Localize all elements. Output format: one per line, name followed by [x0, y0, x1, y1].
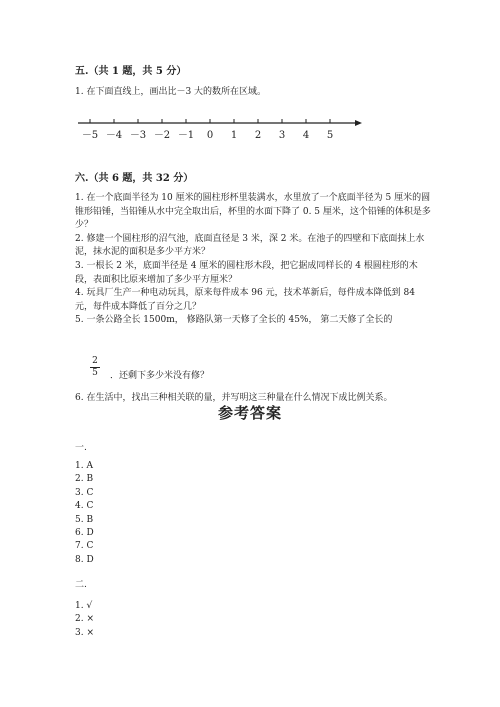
answer-key-title: 参考答案 — [217, 404, 282, 422]
section-6-question-6: 6. 在生活中，找出三种相关联的量，并写明这三种量在什么情况下成比例关系。 — [75, 393, 393, 403]
section-5-title: 五.（共 1 题，共 5 分） — [75, 66, 187, 77]
answer-item: 2. × — [75, 614, 94, 625]
tick-label: 3 — [278, 130, 286, 141]
answer-item: 7. C — [75, 541, 94, 552]
section-6-question-3: 3. 一根长 2 米，底面半径是 4 厘米的圆柱形木段，把它据成同样长的 4 根圆柱形的木段，表面积比原来增加了多少平方厘米？ — [75, 260, 418, 285]
number-line — [70, 110, 370, 150]
answer-part-1-label: 一. — [75, 443, 87, 453]
answer-part-2-label: 二. — [75, 580, 87, 590]
answer-item: 4. C — [75, 501, 94, 512]
tick-label: －3 — [129, 130, 147, 141]
fraction-two-fifths — [88, 356, 102, 379]
number-line-arrow — [355, 120, 362, 126]
tick-label: 1 — [230, 130, 238, 141]
section-5-question-1: 1. 在下面直线上，画出比－3 大的数所在区域。 — [75, 87, 267, 97]
answer-item: 1. √ — [75, 601, 93, 611]
section-6-question-5-tail: ．还剩下多少米没有修？ — [110, 371, 210, 381]
section-6-question-4: 4. 玩具厂生产一种电动玩具，原来每件成本 96 元，技术革新后，每件成本降低到 84 元，每件成本降低了百分之几？ — [75, 288, 415, 312]
answer-item: 6. D — [75, 528, 94, 539]
tick-label: 0 — [206, 130, 214, 141]
section-6-title: 六.（共 6 题，共 32 分） — [75, 173, 194, 184]
answer-item: 3. × — [75, 627, 94, 638]
section-6-question-1: 1. 在一个底面半径为 10 厘米的圆柱形杯里装满水，水里放了一个底面半径为 5 厘米的圆锥形铅锤，当铅锤从水中完全取出后，杯里的水面下降了 0. 5 厘米，这个铅锤的体积是多少？ — [75, 193, 431, 231]
tick-label: 5 — [326, 130, 334, 141]
fraction-numerator: 2 — [92, 356, 98, 366]
tick-label: －5 — [81, 130, 99, 141]
answer-item: 5. B — [75, 514, 94, 525]
tick-label: －2 — [153, 130, 171, 141]
answer-item: 2. B — [75, 474, 94, 485]
fraction-denominator: 5 — [92, 368, 98, 378]
tick-label: －4 — [105, 130, 123, 141]
answer-part-2-list — [75, 600, 94, 640]
tick-label: 2 — [254, 130, 262, 141]
section-6-question-2: 2. 修建一个圆柱形的沼气池，底面直径是 3 米，深 2 米。在池子的四壁和下底面抹上水泥，抹水泥的面积是多少平方米？ — [75, 233, 425, 258]
answer-item: 8. D — [75, 554, 94, 565]
answer-part-1-list — [75, 460, 94, 567]
section-6-questions — [75, 192, 435, 328]
answer-item: 3. C — [75, 487, 94, 498]
answer-item: 1. A — [75, 461, 93, 471]
tick-label: 4 — [302, 130, 310, 141]
number-line-ticks — [82, 119, 333, 141]
section-6-question-5: 5. 一条公路全长 1500m， 修路队第一天修了全长的 45%， 第二天修了全长的 — [75, 315, 393, 326]
tick-label: －1 — [177, 130, 195, 141]
